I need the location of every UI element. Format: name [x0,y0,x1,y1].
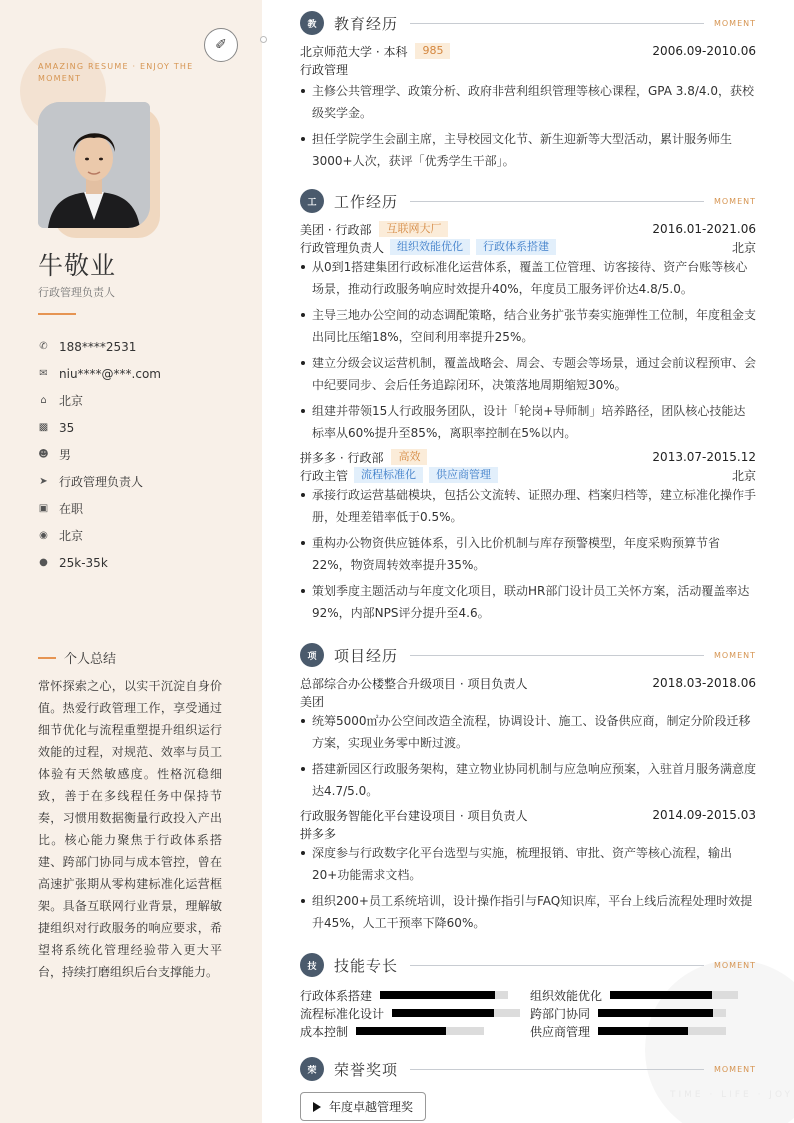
summary-text: 常怀探索之心，以实干沉淀自身价值。热爱行政管理工作，享受通过细节优化与流程重塑提升组织运行效能的过程，对规范、效率与员工体验有天然敏感度。性格沉稳细致，善于在多线程任务中保持节奏，习惯用数据衡量行政投入产出比。核心能力聚焦于行政体系搭建、跨部门协同与成本管控，曾在高速扩张期从零构建标准化运营框架。具备互联网行业背景，理解敏捷组织对行政服务的响应要求，希望将系统化管理经验带入更大平台，持续打磨组织后台支撑能力。 [38,679,222,979]
moment-label: MOMENT [713,1064,756,1074]
project-name: 行政服务智能化平台建设项目 · 项目负责人 [300,808,528,823]
list-item: 策划季度主题活动与年度文化项目，联动HR部门设计员工关怀方案，活动覆盖率达92%，内部NPS评分提升至4.6。 [300,580,756,624]
skill-tag: 组织效能优化 [390,239,470,255]
section-skills [300,952,756,1046]
sidebar-tagline: AMAZING RESUME · ENJOY THE MOMENT [38,62,194,83]
section-work [300,188,756,628]
school-tag: 985 [415,43,450,59]
skill-name: 行政体系搭建 [300,988,373,1003]
job-date: 2013.07-2015.12 [652,450,756,464]
section-title: 工作经历 [334,192,399,211]
skill-tag: 行政体系搭建 [476,239,556,255]
accent-line [38,313,76,315]
work-badge: 工 [300,189,324,213]
skill-item [300,1022,484,1040]
info-home: ⌂ 北京 [38,387,248,414]
project-bullets [300,842,756,934]
moment-label: MOMENT [713,650,756,660]
section-education [300,10,756,176]
list-item: 承接行政运营基础模块，包括公文流转、证照办理、档案归档等，建立标准化操作手册，处理差错率低于0.5%。 [300,484,756,528]
edu-date: 2006.09-2010.06 [652,44,756,58]
list-item: 统筹5000㎡办公空间改造全流程，协调设计、施工、设备供应商，制定分阶段迁移方案，实现业务零中断过渡。 [300,710,756,754]
info-phone: ✆ 188****2531 [39,339,137,354]
mail-icon: ✉ [39,368,48,379]
education-badge: 教 [300,11,324,35]
company-tag: 互联网大厂 [379,221,448,237]
phone-icon: ✆ [39,341,48,352]
salary-icon: ● [39,557,48,568]
full-name: 牛敬业 [38,251,117,280]
company-name: 拼多多 · 行政部 [300,450,384,465]
company-name: 美团 · 行政部 [300,222,372,237]
info-location: ◉ 北京 [39,529,84,543]
skills-badge: 技 [300,953,324,977]
projects-badge: 项 [300,643,324,667]
project-date: 2018.03-2018.06 [652,676,756,690]
list-item: 搭建新园区行政服务架构，建立物业协同机制与应急响应预案，入驻首月服务满意度达4.7/5.0。 [300,758,756,802]
skill-item [530,986,738,1004]
list-item: 重构办公物资供应链体系，引入比价机制与库存预警模型，年度采购预算节省22%，物资周转效率提升35%。 [300,532,756,576]
moment-label: MOMENT [713,18,756,28]
location-icon: ◉ [39,530,48,541]
list-item: 组建并带领15人行政服务团队，设计「轮岗+导师制」培养路径，团队核心技能达标率从60%提升至85%，离职率控制在5%以内。 [300,400,756,444]
smile-icon: ☻ [38,449,49,460]
sidebar [0,0,262,1123]
skill-name: 成本控制 [300,1024,349,1039]
skill-list [300,986,756,1046]
skill-bar [598,1027,726,1035]
job-title: 行政管理负责人 [38,286,115,299]
project-org: 拼多多 [300,826,337,841]
contact-info [38,333,248,576]
info-gender: ☻ 男 [38,448,72,462]
list-item: 建立分级会议运营机制，覆盖战略会、周会、专题会等场景，通过会前议程预审、会中纪要同步、会后任务追踪闭环，决策落地周期缩短30%。 [300,352,756,396]
list-item: 组织200+员工系统培训，设计操作指引与FAQ知识库，平台上线后流程处理时效提升45%，人工干预率下降60%。 [300,890,756,934]
info-salary: ● 25k-35k [39,555,108,570]
avatar [38,102,150,228]
info-email: ✉ niu****@***.com [39,366,161,381]
home-icon: ⌂ [40,395,47,406]
list-item: 主导三地办公空间的动态调配策略，结合业务扩张节奏实施弹性工位制，年度租金支出同比压缩18%，空间利用率提升25%。 [300,304,756,348]
skill-bar [610,991,738,999]
decorative-dot [260,36,267,43]
section-title: 教育经历 [334,14,399,33]
skill-bar [356,1027,484,1035]
edu-bullets [300,80,756,172]
send-icon: ➤ [39,476,48,487]
cake-icon: ▩ [38,422,49,433]
skill-item [530,1004,726,1022]
skill-bar-fill [380,991,495,999]
project-date: 2014.09-2015.03 [652,808,756,822]
skill-bar [380,991,508,999]
list-item: 从0到1搭建集团行政标准化运营体系，覆盖工位管理、访客接待、资产台账等核心场景，推动行政服务响应时效提升40%，年度员工服务评价达4.8/5.0。 [300,256,756,300]
info-target: ➤ 行政管理负责人 [39,475,144,489]
list-item: 主修公共管理学、政策分析、政府非营利组织管理等核心课程，GPA 3.8/4.0，获校级奖学金。 [300,80,756,124]
job-city: 北京 [731,240,756,255]
section-projects [300,642,756,938]
job-role: 行政主管 [300,468,349,483]
skill-bar-fill [598,1009,713,1017]
edit-icon: ✐ [204,28,238,62]
play-icon [313,1102,321,1112]
moment-label: MOMENT [713,960,756,970]
skill-bar [598,1009,726,1017]
list-item: 深度参与行政数字化平台选型与实施，梳理报销、审批、资产等核心流程，输出20+功能需求文档。 [300,842,756,886]
skill-bar [392,1009,520,1017]
skill-name: 供应商管理 [530,1024,591,1039]
skill-name: 跨部门协同 [530,1006,591,1021]
briefcase-icon: ▣ [38,503,49,514]
skill-bar-fill [356,1027,446,1035]
major: 行政管理 [300,62,349,77]
portrait-icon [38,102,150,228]
company-tag: 高效 [391,449,427,465]
info-age: ▩ 35 [38,420,75,435]
skill-bar-fill [598,1027,688,1035]
section-title: 项目经历 [334,646,399,665]
section-title: 技能专长 [334,956,399,975]
list-item: 担任学院学生会副主席，主导校园文化节、新生迎新等大型活动，累计服务师生3000+人次，获评「优秀学生干部」。 [300,128,756,172]
job-bullets [300,484,756,624]
moment-label: MOMENT [713,196,756,206]
skill-name: 流程标准化设计 [300,1006,385,1021]
skill-item [530,1022,726,1040]
info-status: ▣ 在职 [38,502,84,516]
project-item [300,806,756,934]
job-city: 北京 [731,468,756,483]
skill-tag: 流程标准化 [354,467,423,483]
section-title: 荣誉奖项 [334,1060,399,1079]
section-awards [300,1056,756,1121]
award-item: 年度卓越管理奖 [300,1092,426,1121]
awards-badge: 荣 [300,1057,324,1081]
skill-name: 组织效能优化 [530,988,603,1003]
project-bullets [300,710,756,802]
project-item [300,674,756,802]
skill-item [300,1004,520,1022]
skill-item [300,986,508,1004]
summary-heading: 个人总结 [38,648,116,667]
project-name: 总部综合办公楼整合升级项目 · 项目负责人 [300,676,528,691]
job-bullets [300,256,756,444]
skill-bar-fill [610,991,712,999]
job-role: 行政管理负责人 [300,240,385,255]
job-meituan [300,220,756,444]
project-org: 美团 [300,694,325,709]
school-name: 北京师范大学 · 本科 [300,44,408,59]
job-date: 2016.01-2021.06 [652,222,756,236]
skill-bar-fill [392,1009,494,1017]
skill-tag: 供应商管理 [429,467,498,483]
watermark-text: TIME · LIFE · JOY [670,1090,794,1100]
job-pinduoduo [300,448,756,624]
